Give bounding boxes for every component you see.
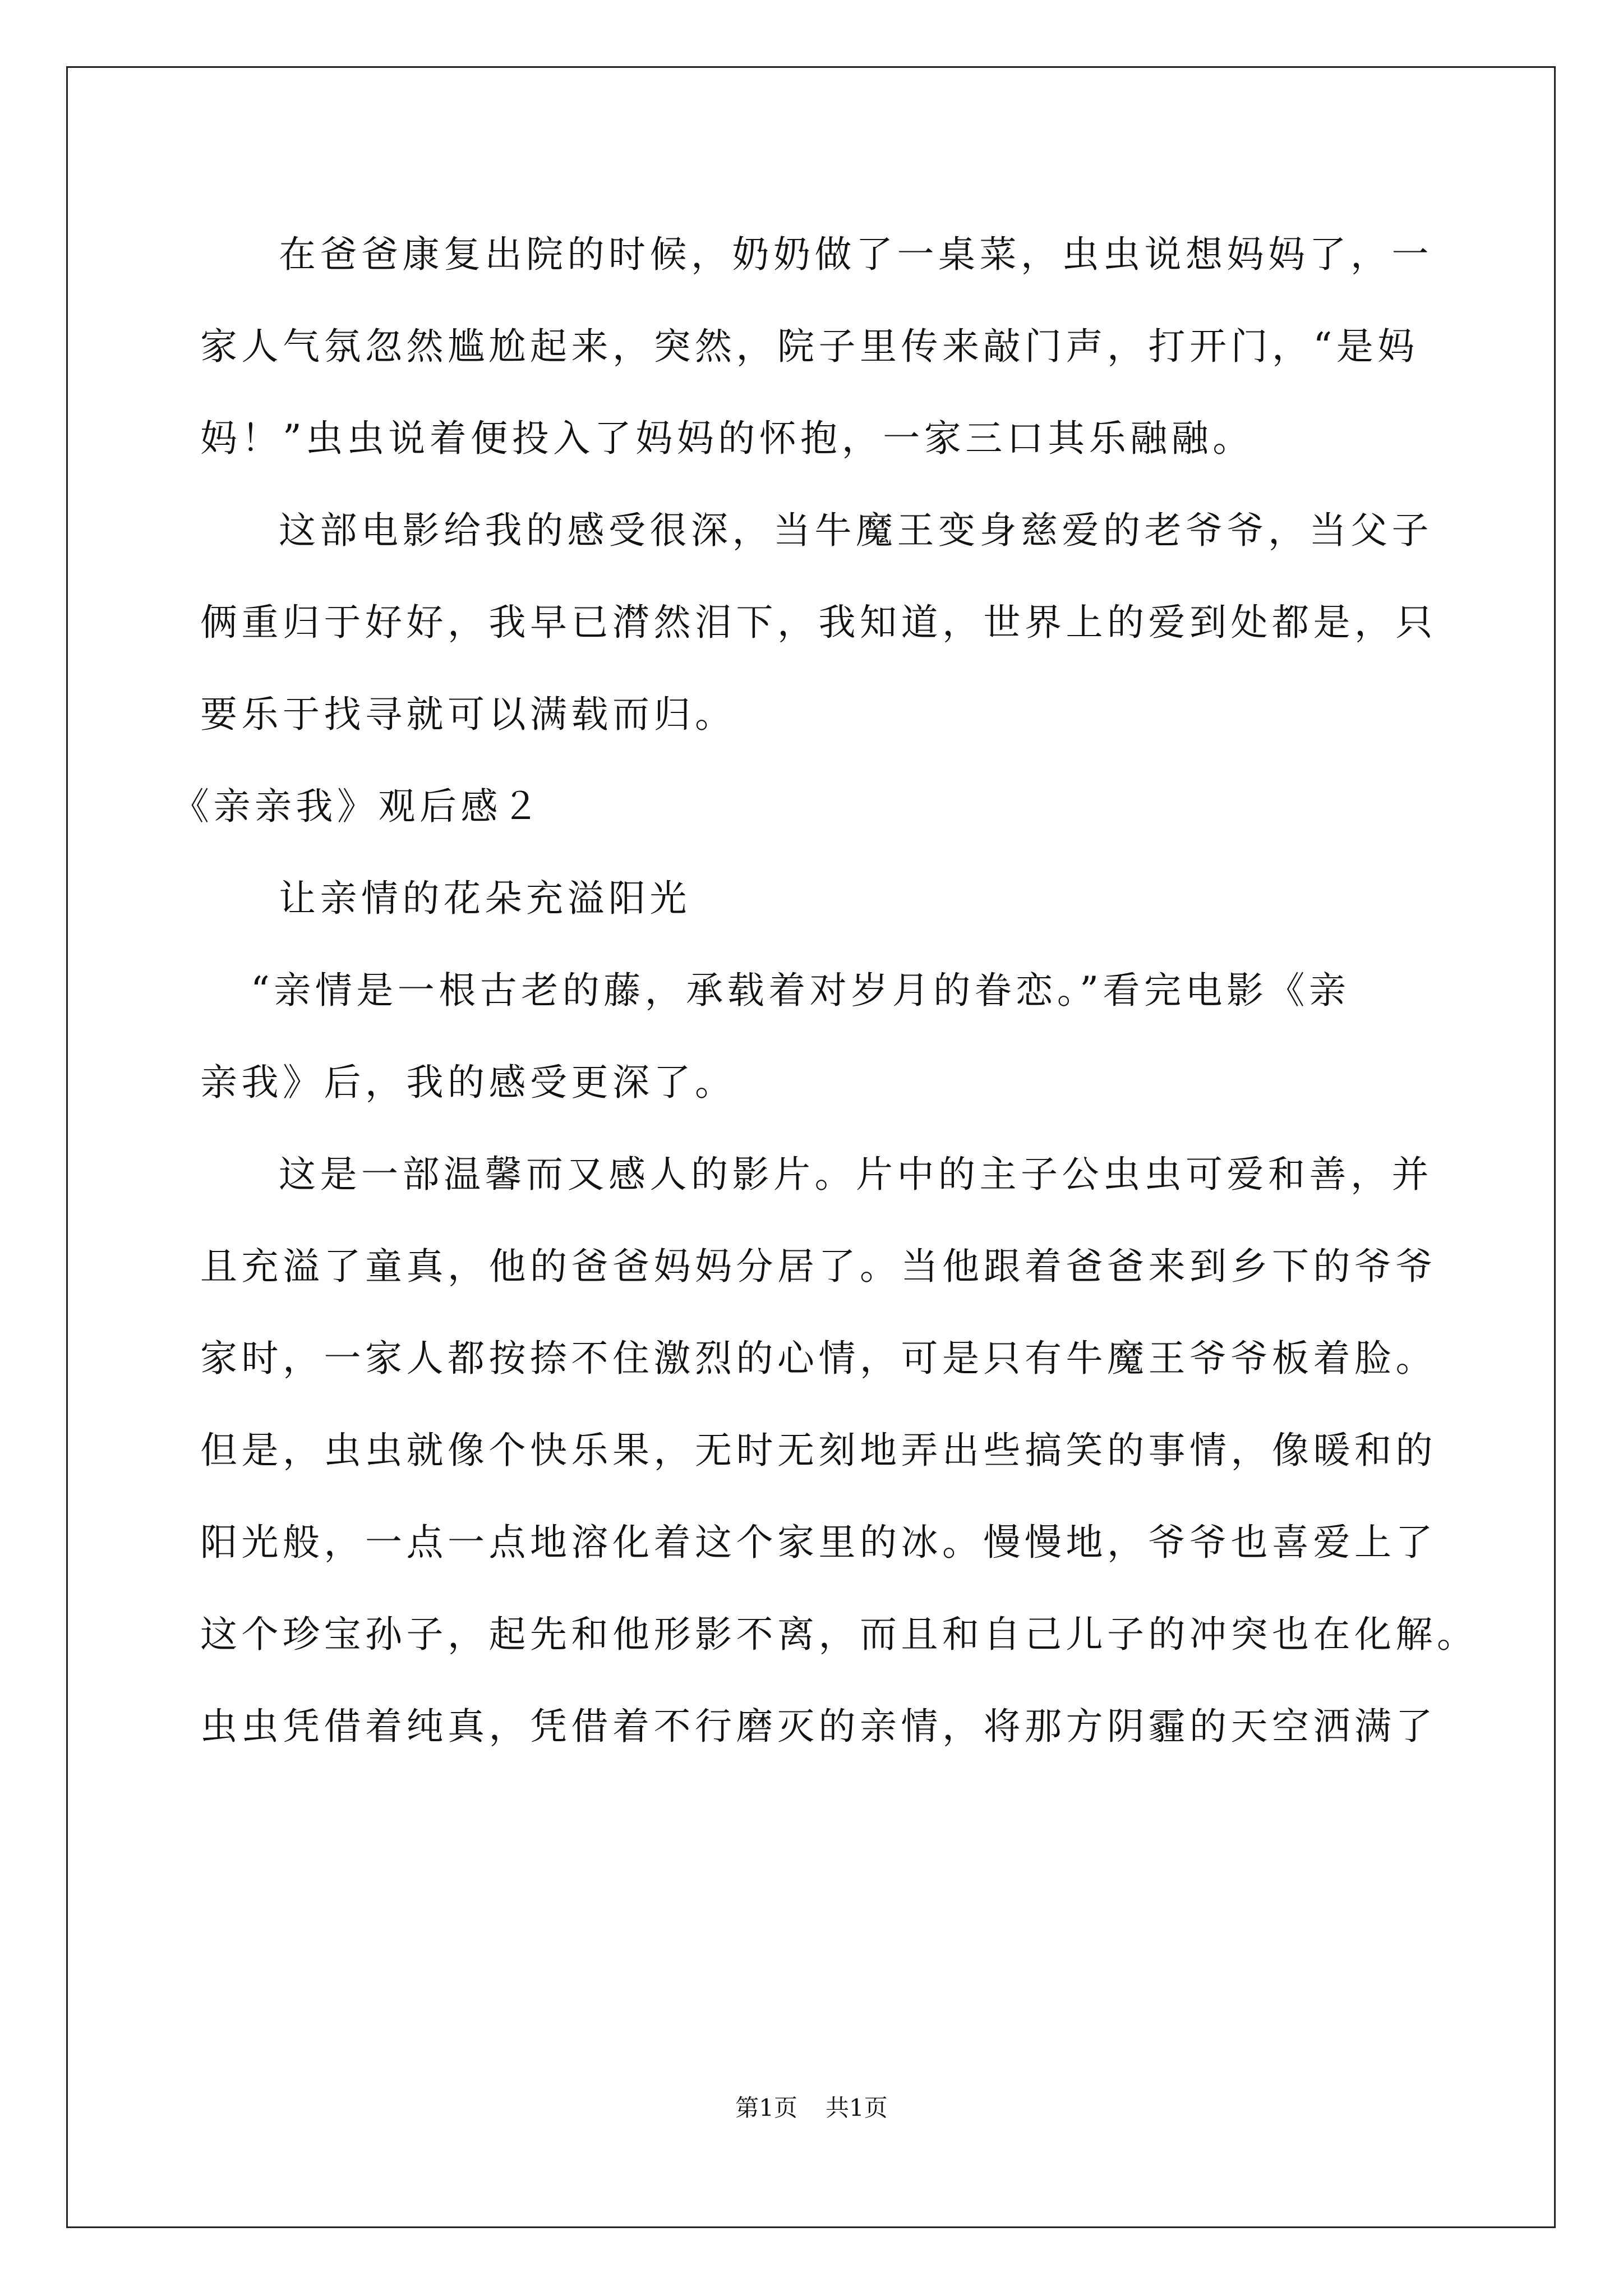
paragraph-line: 在爸爸康复出院的时候，奶奶做了一桌菜，虫虫说想妈妈了，一 xyxy=(279,233,1433,276)
page-total: 共1页 xyxy=(826,2094,888,2122)
paragraph-line: 且充溢了童真，他的爸爸妈妈分居了。当他跟着爸爸来到乡下的爷爷 xyxy=(200,1245,1437,1288)
paragraph-line: 家人气氛忽然尴尬起来，突然，院子里传来敲门声，打开门，“是妈 xyxy=(200,325,1419,368)
document-body xyxy=(172,209,1478,1773)
paragraph-line: 阳光般，一点一点地溶化着这个家里的冰。慢慢地，爷爷也喜爱上了 xyxy=(200,1521,1437,1564)
quote-paragraph xyxy=(200,945,1456,1129)
page-footer xyxy=(0,2091,1623,2125)
paragraph-line: 家时，一家人都按捺不住激烈的心情，可是只有牛魔王爷爷板着脸。 xyxy=(200,1337,1437,1380)
page-number: 第1页 xyxy=(735,2094,797,2122)
essay-subtitle: 让亲情的花朵充溢阳光 xyxy=(279,877,691,920)
paragraph-line: 俩重归于好好，我早已潸然泪下，我知道，世界上的爱到处都是，只 xyxy=(200,601,1437,644)
paragraph-line: “亲情是一根古老的藤，承载着对岁月的眷恋。”看完电影《亲 xyxy=(251,969,1350,1012)
paragraph-line: 妈！”虫虫说着便投入了妈妈的怀抱，一家三口其乐融融。 xyxy=(200,417,1254,460)
paragraph-2 xyxy=(200,485,1456,761)
section-title: 《亲亲我》观后感２ xyxy=(172,785,543,828)
paragraph-line: 这是一部温馨而又感人的影片。片中的主子公虫虫可爱和善，并 xyxy=(279,1153,1433,1196)
paragraph-line: 亲我》后，我的感受更深了。 xyxy=(200,1061,736,1104)
paragraph-line: 虫虫凭借着纯真，凭借着不行磨灭的亲情，将那方阴霾的天空洒满了 xyxy=(200,1705,1437,1748)
paragraph-line: 这部电影给我的感受很深，当牛魔王变身慈爱的老爷爷，当父子 xyxy=(279,509,1433,552)
paragraph-line: 这个珍宝孙子，起先和他形影不离，而且和自己儿子的冲突也在化解。 xyxy=(200,1613,1478,1656)
body-paragraph xyxy=(200,1129,1478,1773)
paragraph-line: 但是，虫虫就像个快乐果，无时无刻地弄出些搞笑的事情，像暖和的 xyxy=(200,1429,1437,1472)
paragraph-line: 要乐于找寻就可以满载而归。 xyxy=(200,693,736,736)
paragraph-1 xyxy=(200,209,1456,485)
